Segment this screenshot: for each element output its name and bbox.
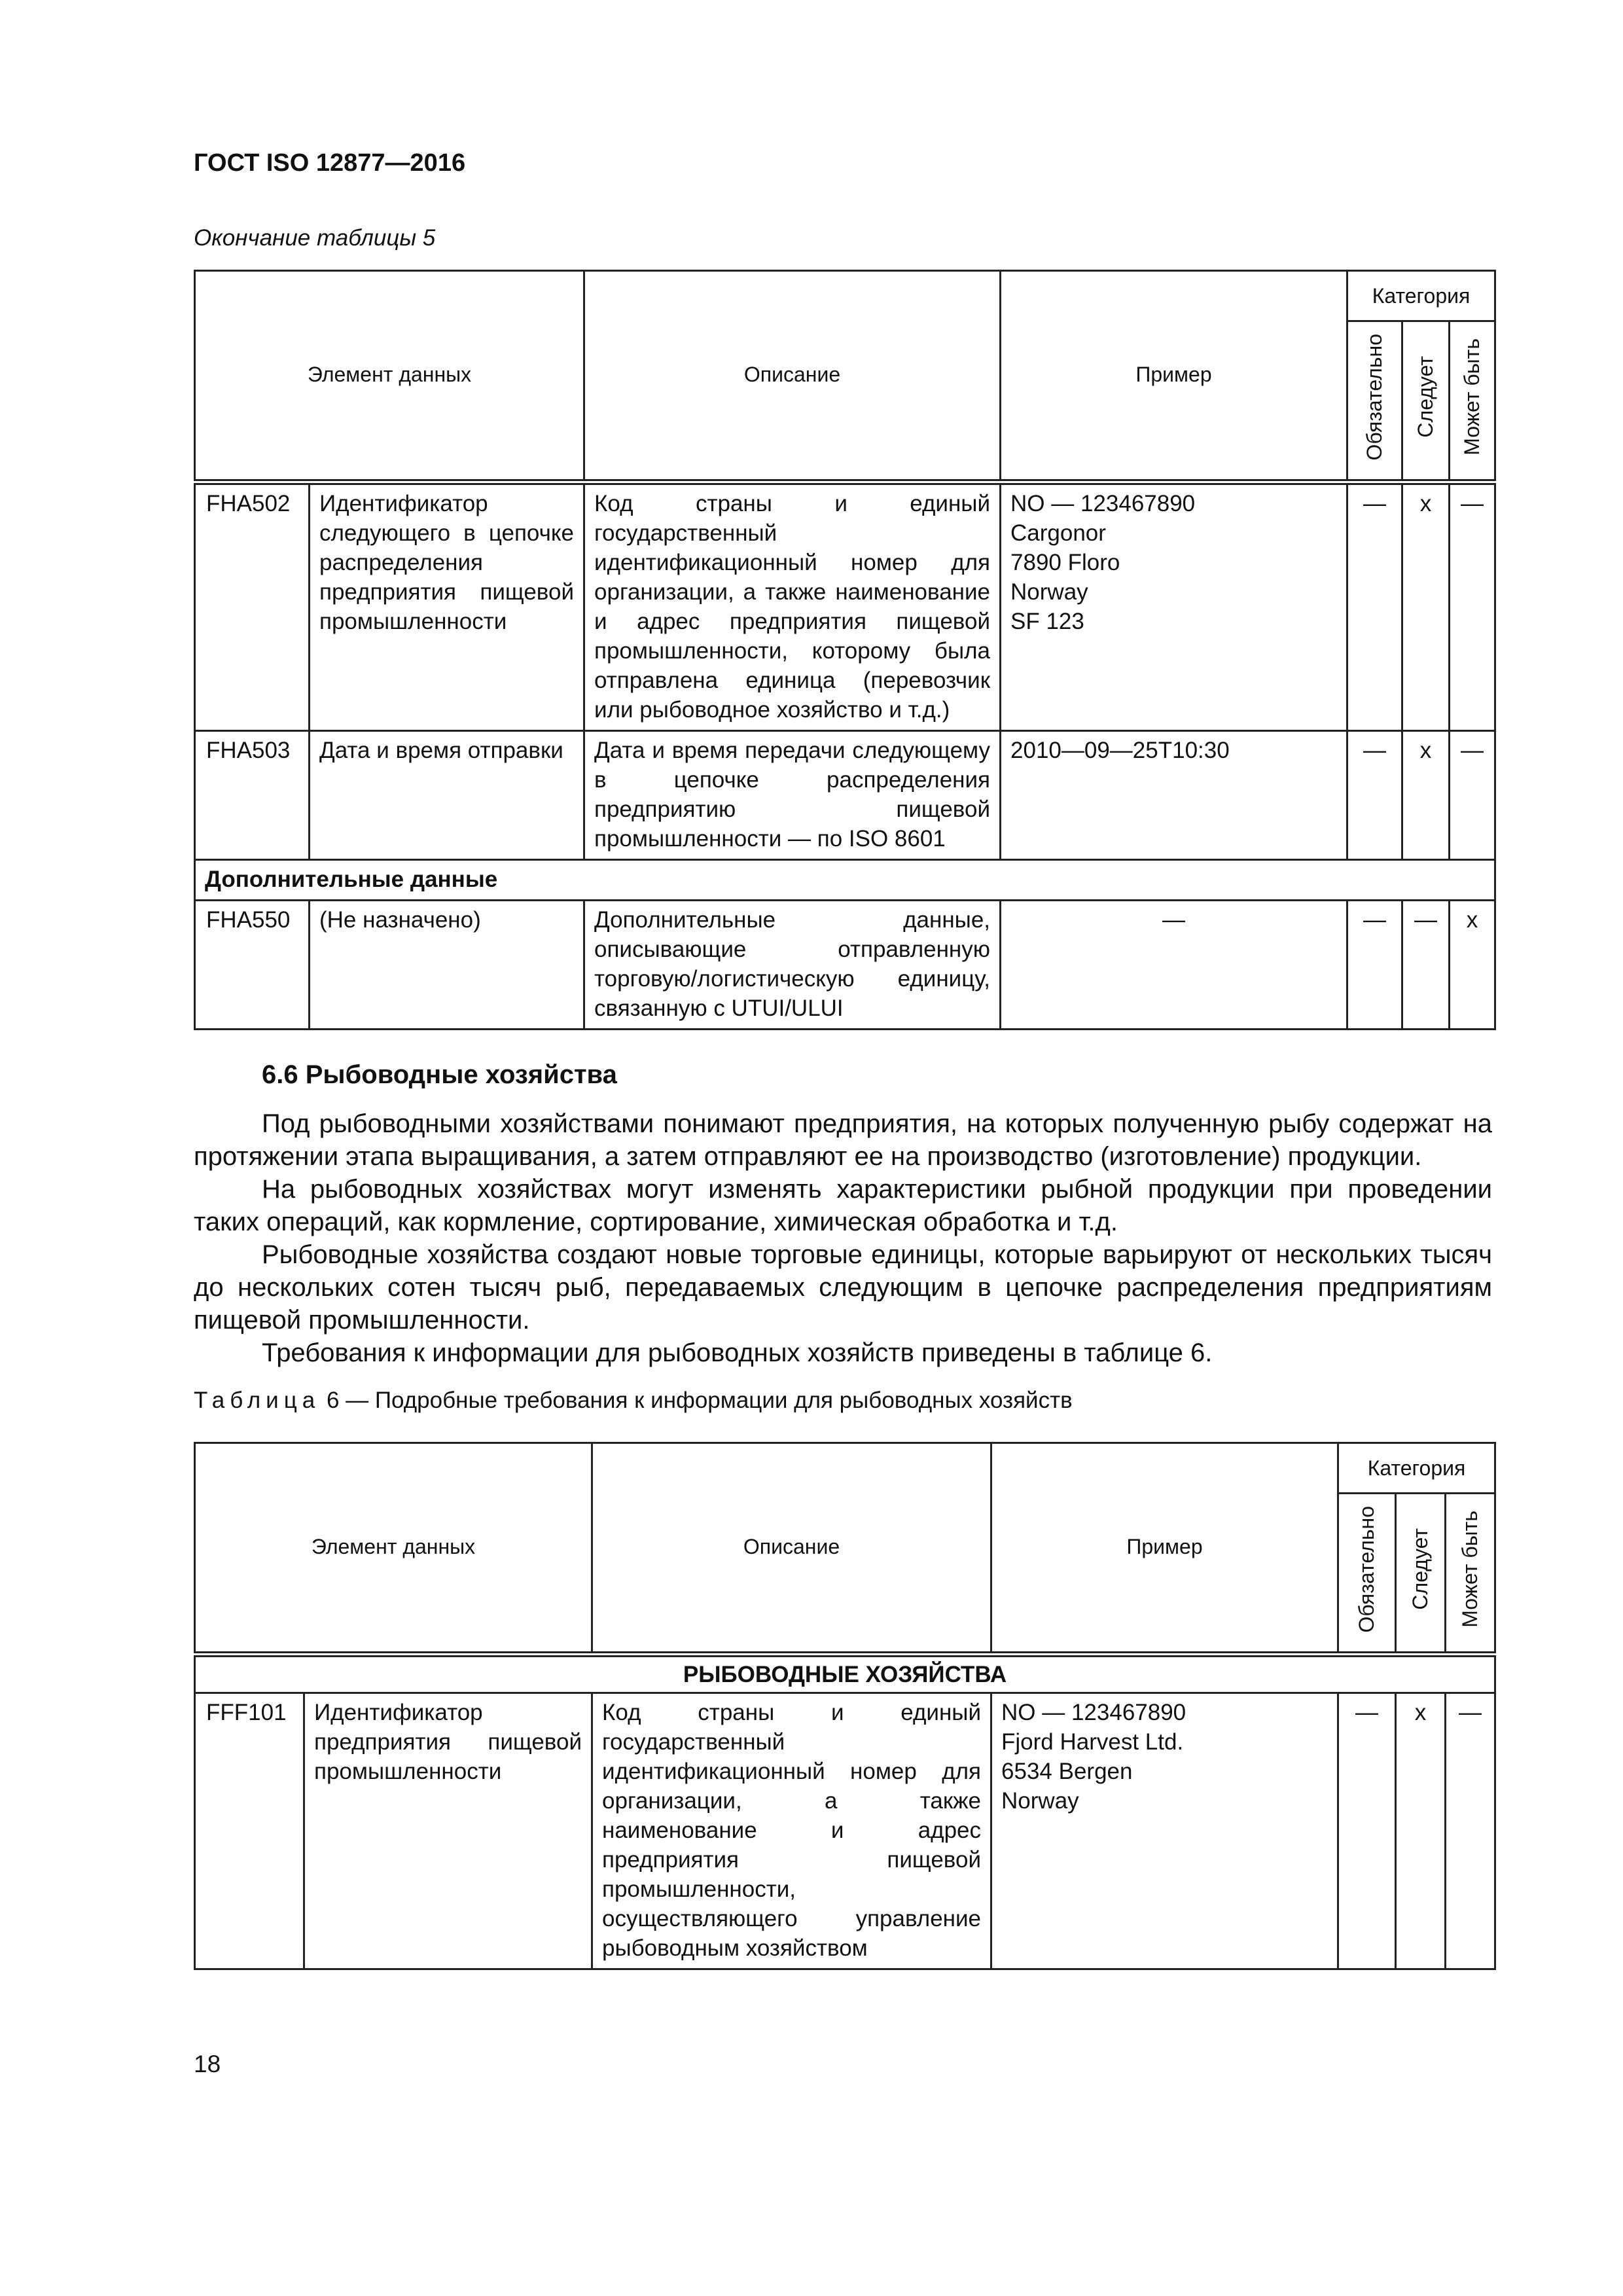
row-may: — xyxy=(1446,1693,1495,1969)
page-number: 18 xyxy=(194,2051,221,2077)
row-mandatory: — xyxy=(1338,1693,1396,1969)
table5-continuation-caption: Окончание таблицы 5 xyxy=(194,225,436,251)
header-category: Категория xyxy=(1338,1443,1495,1494)
row-description: Код страны и единый государственный идентификационный номер для организации, а также наименование и адрес предприятия пищевой промышленности, которому была отправлена единица (перевозчик или рыбоводное хозяйство и т.д.) xyxy=(584,482,1001,731)
table6-caption xyxy=(194,1388,1073,1414)
row-should: x xyxy=(1396,1693,1446,1969)
row-code: FHA503 xyxy=(195,731,310,860)
row-may: x xyxy=(1450,901,1495,1030)
table-row xyxy=(195,482,1495,731)
example-line: Norway xyxy=(1010,579,1088,605)
paragraph: Требования к информации для рыбоводных хозяйств приведены в таблице 6. xyxy=(262,1338,1213,1367)
row-element: Идентификатор следующего в цепочке распределения предприятия пищевой промышленности xyxy=(310,482,584,731)
example-line: 2010—09—25T10:30 xyxy=(1010,738,1230,763)
row-example xyxy=(1001,731,1347,860)
row-example: — xyxy=(1001,901,1347,1030)
row-example xyxy=(991,1693,1338,1969)
header-mandatory: Обязательно xyxy=(1347,321,1402,482)
table-row xyxy=(195,1693,1495,1969)
row-mandatory: — xyxy=(1347,482,1402,731)
table-row xyxy=(195,731,1495,860)
row-should: x xyxy=(1402,731,1450,860)
header-may: Может быть xyxy=(1446,1494,1495,1655)
section-title: 6.6 Рыбоводные хозяйства xyxy=(262,1060,617,1089)
paragraph: Рыбоводные хозяйства создают новые торговые единицы, которые варьируют от нескольких тысяч до нескольких сотен тысяч рыб, передаваемых следующим в цепочке распределения предприятиям пищевой промышленности. xyxy=(194,1240,1492,1335)
example-line: Cargonor xyxy=(1010,520,1106,546)
example-line: 6534 Bergen xyxy=(1001,1759,1133,1784)
example-line: NO — 123467890 xyxy=(1010,491,1196,516)
row-description: Дополнительные данные, описывающие отправленную торговую/логистическую единицу, связанную с UTUI/ULUI xyxy=(584,901,1001,1030)
row-mandatory: — xyxy=(1347,731,1402,860)
row-element: Идентификатор предприятия пищевой промышленности xyxy=(304,1693,592,1969)
header-description: Описание xyxy=(592,1443,991,1655)
row-element: (Не назначено) xyxy=(310,901,584,1030)
row-may: — xyxy=(1450,482,1495,731)
table-5 xyxy=(194,270,1496,1030)
document-header: ГОСТ ISO 12877—2016 xyxy=(194,149,466,177)
header-category: Категория xyxy=(1347,271,1495,321)
row-may: — xyxy=(1450,731,1495,860)
header-element: Элемент данных xyxy=(195,271,584,482)
example-line: SF 123 xyxy=(1010,609,1084,634)
row-code: FHA502 xyxy=(195,482,310,731)
header-should: Следует xyxy=(1396,1494,1446,1655)
header-should: Следует xyxy=(1402,321,1450,482)
table-section-row xyxy=(195,1655,1495,1693)
row-code: FHA550 xyxy=(195,901,310,1030)
header-example: Пример xyxy=(1001,271,1347,482)
row-description: Код страны и единый государственный идентификационный номер для организации, а также наименование и адрес предприятия пищевой промышленности, осуществляющего управление рыбоводным хозяйством xyxy=(592,1693,991,1969)
table6-caption-text: 6 — Подробные требования к информации для рыбоводных хозяйств xyxy=(326,1388,1073,1413)
row-example xyxy=(1001,482,1347,731)
table-6 xyxy=(194,1442,1496,1970)
section-additional-data: Дополнительные данные xyxy=(195,860,1495,901)
example-line: NO — 123467890 xyxy=(1001,1700,1186,1725)
paragraph: Под рыбоводными хозяйствами понимают предприятия, на которых полученную рыбу содержат на протяжении этапа выращивания, а затем отправляют ее на производство (изготовление) продукции. xyxy=(194,1109,1492,1171)
header-description: Описание xyxy=(584,271,1001,482)
row-mandatory: — xyxy=(1347,901,1402,1030)
header-example: Пример xyxy=(991,1443,1338,1655)
row-should: x xyxy=(1402,482,1450,731)
paragraph: На рыбоводных хозяйствах могут изменять характеристики рыбной продукции при проведении таких операций, как кормление, сортирование, химическая обработка и т.д. xyxy=(194,1175,1492,1236)
example-line: Norway xyxy=(1001,1788,1079,1814)
section-fish-farms: РЫБОВОДНЫЕ ХОЗЯЙСТВА xyxy=(195,1655,1495,1693)
table-row xyxy=(195,901,1495,1030)
example-line: Fjord Harvest Ltd. xyxy=(1001,1729,1184,1755)
table6-caption-label: Таблица xyxy=(194,1388,321,1413)
row-description: Дата и время передачи следующему в цепочке распределения предприятию пищевой промышленности — по ISO 8601 xyxy=(584,731,1001,860)
row-element: Дата и время отправки xyxy=(310,731,584,860)
section-body xyxy=(194,1107,1492,1369)
row-should: — xyxy=(1402,901,1450,1030)
example-line: 7890 Floro xyxy=(1010,550,1120,575)
header-may: Может быть xyxy=(1450,321,1495,482)
row-code: FFF101 xyxy=(195,1693,304,1969)
header-mandatory: Обязательно xyxy=(1338,1494,1396,1655)
table-section-row xyxy=(195,860,1495,901)
header-element: Элемент данных xyxy=(195,1443,592,1655)
